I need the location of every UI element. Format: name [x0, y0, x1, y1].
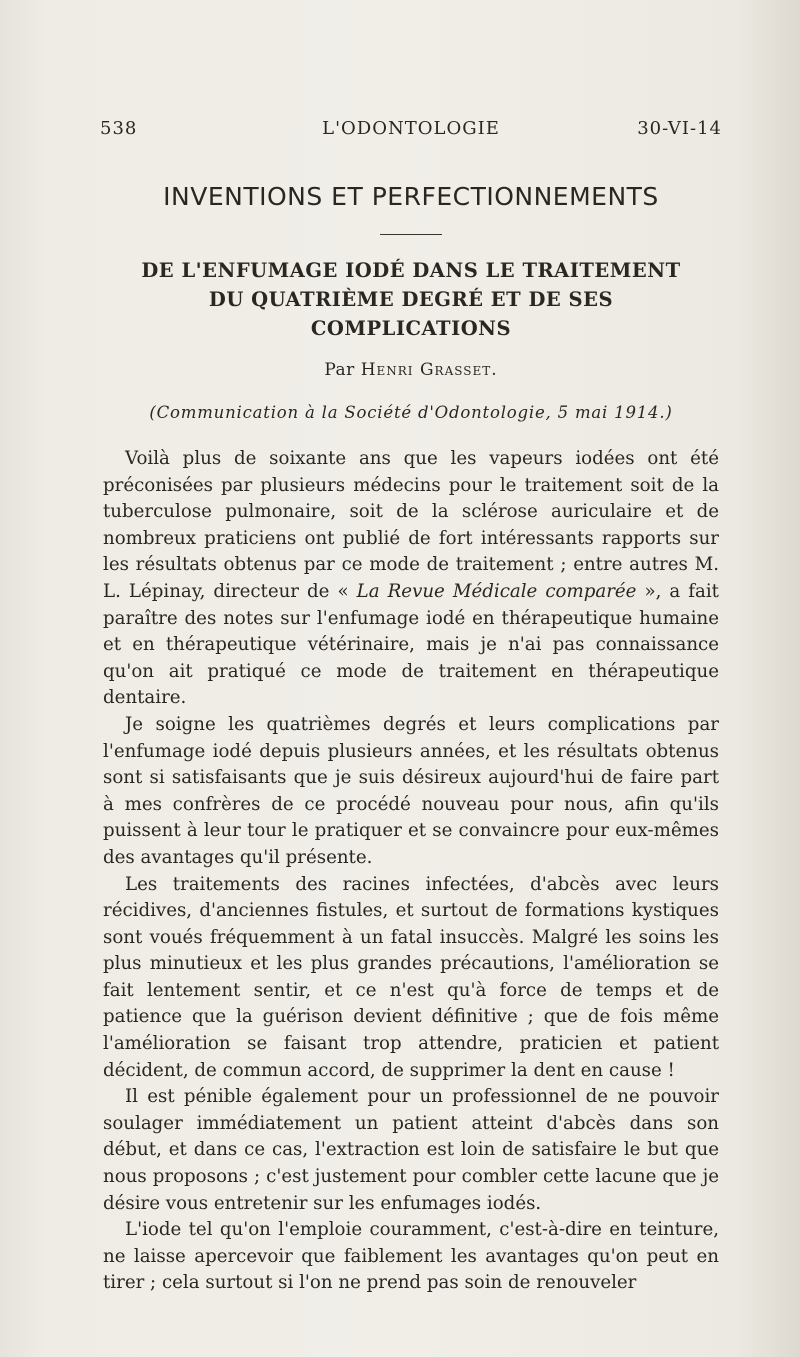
paragraph: Les traitements des racines infectées, d'abcès avec leurs récidives, d'anciennes fistules, et surtout de formations kystiques sont voués fréquemment à un fatal insuccès. Malgré les soins les plus minutieux et les plus grandes précautions, l'amélioration se fait lentement sentir, et ce n'est qu'à force de temps et de patience que la guérison devient définitive ; que de fois même l'amélioration se faisant trop attendre, praticien et patient décident, de commun accord, de supprimer la dent en cause ! [103, 873, 719, 1081]
divider-rule [380, 234, 442, 235]
byline-prefix: Par [324, 360, 355, 380]
byline [90, 360, 732, 380]
article-title-line: DU QUATRIÈME DEGRÉ ET DE SES [208, 288, 614, 311]
article-title-line: DE L'ENFUMAGE IODÉ DANS LE TRAITEMENT [141, 259, 681, 282]
journal-reference: La Revue Médicale comparée [356, 580, 637, 602]
author-name: Henri Grasset. [360, 360, 498, 380]
communication-note: (Communication à la Société d'Odontologie, 5 mai 1914.) [149, 403, 673, 422]
article-title-line: COMPLICATIONS [310, 317, 512, 340]
journal-title: L'ODONTOLOGIE [322, 118, 500, 139]
issue-date: 30-VI-14 [637, 118, 722, 139]
article-title [90, 256, 732, 343]
paragraph [103, 446, 719, 712]
paragraph-text: », a fait paraître des notes sur l'enfumage iodé en thérapeutique humaine et en thérapeutique vétérinaire, mais je n'ai pas connaissance qu'on ait pratiqué ce mode de traitement en thérapeutique dentaire. [103, 580, 719, 709]
paragraph: L'iode tel qu'on l'emploie couramment, c'est-à-dire en teinture, ne laisse apercevoir que faiblement les avantages qu'on peut en tirer ; cela surtout si l'on ne prend pas soin de renouveler [103, 1219, 719, 1294]
running-header [100, 118, 722, 144]
paragraph: Il est pénible également pour un professionnel de ne pouvoir soulager immédiatement un patient atteint d'abcès dans son début, et dans ce cas, l'extraction est loin de satisfaire le but que nous proposons ; c'est justement pour combler cette lacune que je désire vous entretenir sur les enfumages iodés. [103, 1086, 719, 1214]
paragraph: Je soigne les quatrièmes degrés et leurs complications par l'enfumage iodé depuis plusieurs années, et les résultats obtenus sont si satisfaisants que je suis désireux aujourd'hui de faire part à mes confrères de ce procédé nouveau pour nous, afin qu'ils puissent à leur tour le pratiquer et se convaincre pour eux-mêmes des avantages qu'il présente. [103, 713, 719, 868]
paragraph-text: Voilà plus de soixante ans que les vapeurs iodées ont été préconisées par plusieurs médecins pour le traitement soit de la tuberculose pulmonaire, soit de la sclérose auriculaire et de nombreux praticiens ont publié de fort intéressants rapports sur les résultats obtenus par ce mode de traitement ; entre autres M. L. Lépinay, directeur de « [103, 448, 719, 602]
page-number: 538 [100, 118, 138, 139]
section-title: INVENTIONS ET PERFECTIONNEMENTS [163, 182, 659, 211]
article-body [103, 446, 719, 1297]
